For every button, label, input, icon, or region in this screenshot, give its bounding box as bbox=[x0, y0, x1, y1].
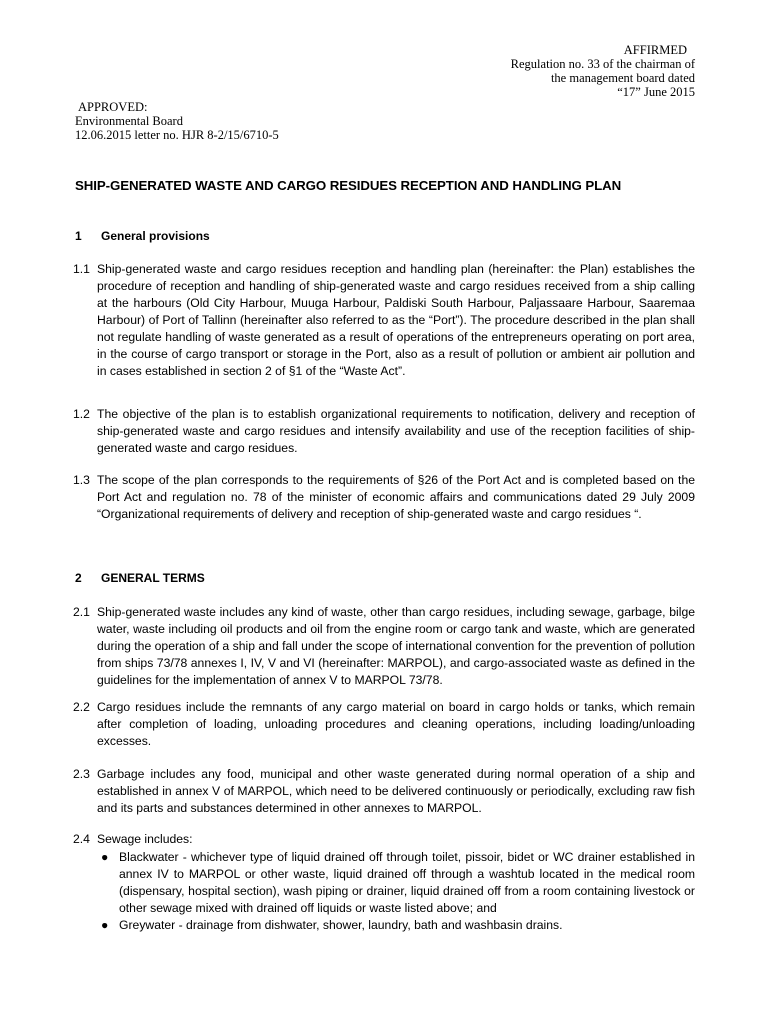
clause-text: The scope of the plan corresponds to the requirements of §26 of the Port Act and is completed based on the Port Act and regulation no. 78 of the minister of economic affairs and communications dated 29 July 2009 “Organizational requirements of delivery and reception of ship-generated waste and cargo residues “. bbox=[97, 473, 695, 521]
section-heading bbox=[75, 571, 715, 585]
section-heading bbox=[75, 229, 715, 243]
clause-1-3 bbox=[73, 472, 695, 523]
clause-number: 2.2 bbox=[73, 700, 90, 714]
clause-text: Cargo residues include the remnants of any cargo material on board in cargo holds or tanks, which remain after completion of loading, unloading procedures and cleaning operations, including loading/unloading excesses. bbox=[97, 700, 695, 748]
clause-2-4 bbox=[73, 831, 695, 848]
list-item bbox=[97, 849, 695, 917]
clause-text: The objective of the plan is to establish organizational requirements to notification, delivery and reception of ship-generated waste and cargo residues and intensify availability and use of the reception facilities of ship-generated waste and cargo residues. bbox=[97, 407, 695, 455]
clause-2-2 bbox=[73, 699, 695, 750]
bullet-icon: ● bbox=[101, 918, 109, 932]
section-title: General provisions bbox=[101, 229, 210, 243]
clause-1-2 bbox=[73, 406, 695, 457]
approved-block bbox=[75, 100, 395, 142]
clause-number: 1.2 bbox=[73, 407, 90, 421]
list-item bbox=[97, 917, 695, 934]
clause-text: Garbage includes any food, municipal and other waste generated during normal operation of a ship and established in annex V of MARPOL, which need to be delivered continuously or periodically, excluding raw fish and its parts and substances determined in other annexes to MARPOL. bbox=[97, 767, 695, 815]
affirmed-title: AFFIRMED bbox=[623, 43, 687, 57]
list-item-text: Blackwater - whichever type of liquid drained off through toilet, pissoir, bidet or WC drainer established in annex IV to MARPOL or other waste, liquid drained off through a washtub located in the medical room (dispensary, hospital section), wash piping or drainer, liquid drained off from a room containing livestock or other sewage mixed with drained off liquids or waste listed above; and bbox=[119, 850, 695, 915]
approved-line: 12.06.2015 letter no. HJR 8-2/15/6710-5 bbox=[75, 128, 279, 142]
clause-text: Sewage includes: bbox=[97, 832, 193, 846]
sewage-list bbox=[97, 849, 695, 934]
section-title: GENERAL TERMS bbox=[101, 571, 205, 585]
approved-title: APPROVED: bbox=[78, 100, 148, 114]
clause-2-1 bbox=[73, 604, 695, 689]
affirmed-line: “17” June 2015 bbox=[617, 85, 695, 99]
affirmed-line: Regulation no. 33 of the chairman of bbox=[510, 57, 695, 71]
clause-number: 2.1 bbox=[73, 605, 90, 619]
clause-text: Ship-generated waste includes any kind of waste, other than cargo residues, including sewage, garbage, bilge water, waste including oil products and oil from the engine room or cargo tank and waste, which are generated during the operation of a ship and fall under the scope of international convention for the prevention of pollution from ships 73/78 annexes I, IV, V and VI (hereinafter: MARPOL), and cargo-associated waste as defined in the guidelines for the implementation of annex V to MARPOL 73/78. bbox=[97, 605, 695, 687]
affirmed-block bbox=[395, 43, 695, 99]
document-title: SHIP-GENERATED WASTE AND CARGO RESIDUES RECEPTION AND HANDLING PLAN bbox=[75, 178, 622, 193]
affirmed-line: the management board dated bbox=[550, 71, 695, 85]
clause-text: Ship-generated waste and cargo residues reception and handling plan (hereinafter: the Plan) establishes the procedure of reception and handling of ship-generated waste and cargo residues received from a ship calling at the harbours (Old City Harbour, Muuga Harbour, Paldiski South Harbour, Paljassaare Harbour, Saaremaa Harbour) of Port of Tallinn (hereinafter also referred to as the “Port”). The procedure described in the plan shall not regulate handling of waste generated as a result of operations of the entrepreneurs operating on port area, in the course of cargo transport or storage in the Port, also as a result of pollution or ambient air pollution and in cases established in section 2 of §1 of the “Waste Act”. bbox=[97, 262, 695, 378]
list-item-text: Greywater - drainage from dishwater, shower, laundry, bath and washbasin drains. bbox=[119, 918, 563, 932]
clause-number: 2.3 bbox=[73, 767, 90, 781]
section-number: 2 bbox=[75, 571, 82, 585]
approved-line: Environmental Board bbox=[75, 114, 183, 128]
bullet-icon: ● bbox=[101, 850, 109, 864]
section-number: 1 bbox=[75, 229, 82, 243]
clause-2-3 bbox=[73, 766, 695, 817]
clause-1-1 bbox=[73, 261, 695, 380]
clause-number: 1.1 bbox=[73, 262, 90, 276]
clause-number: 2.4 bbox=[73, 832, 90, 846]
clause-number: 1.3 bbox=[73, 473, 90, 487]
